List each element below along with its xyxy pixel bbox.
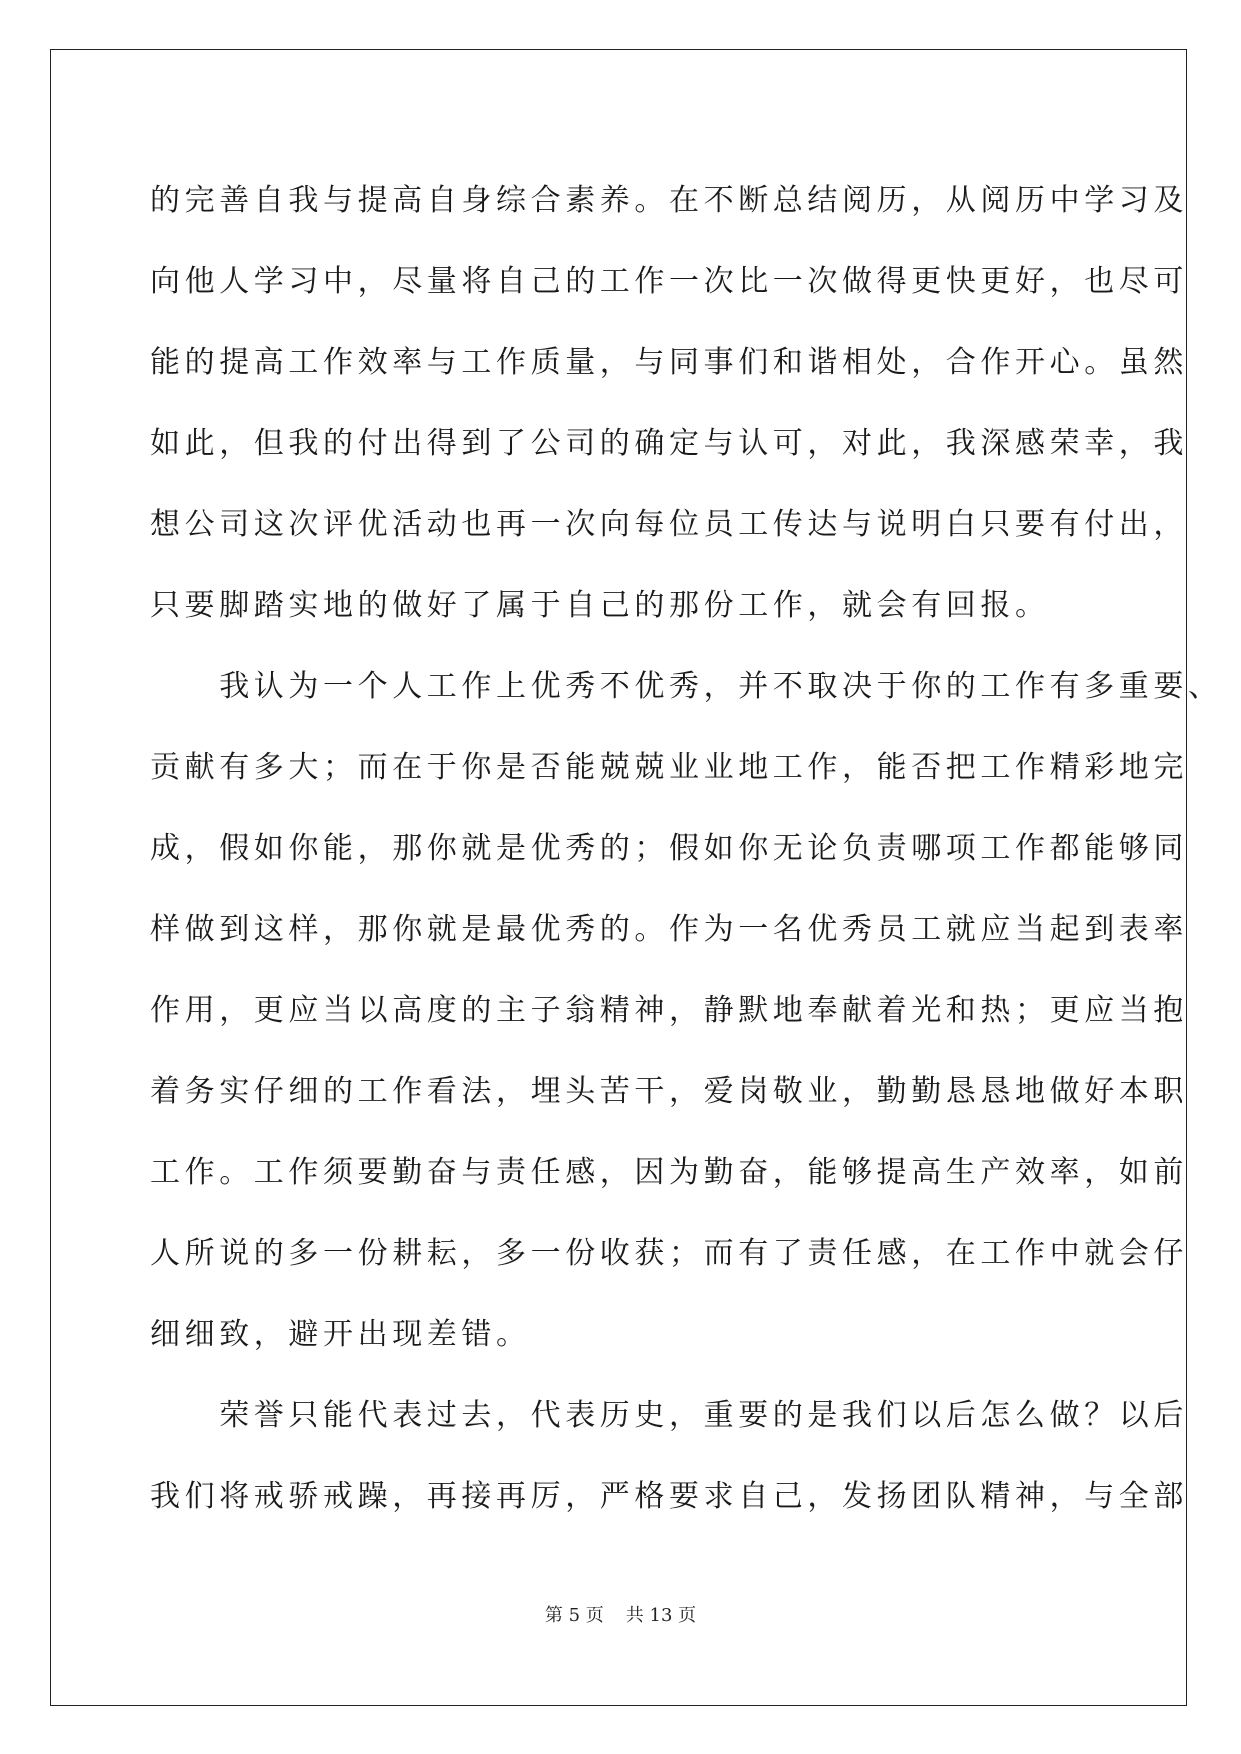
text-line: 工作。工作须要勤奋与责任感，因为勤奋，能够提高生产效率，如前 — [150, 1155, 1188, 1190]
text-line: 荣誉只能代表过去，代表历史，重要的是我们以后怎么做？以后 — [150, 1398, 1188, 1433]
text-line: 的完善自我与提高自身综合素养。在不断总结阅历，从阅历中学习及 — [150, 183, 1188, 218]
page-footer — [0, 1604, 1241, 1628]
text-line: 能的提高工作效率与工作质量，与同事们和谐相处，合作开心。虽然 — [150, 345, 1188, 380]
text-line: 想公司这次评优活动也再一次向每位员工传达与说明白只要有付出， — [150, 507, 1188, 542]
text-line: 着务实仔细的工作看法，埋头苦干，爱岗敬业，勤勤恳恳地做好本职 — [150, 1074, 1188, 1109]
text-line: 样做到这样，那你就是最优秀的。作为一名优秀员工就应当起到表率 — [150, 912, 1188, 947]
text-line: 向他人学习中，尽量将自己的工作一次比一次做得更快更好，也尽可 — [150, 264, 1188, 299]
text-line: 我认为一个人工作上优秀不优秀，并不取决于你的工作有多重要、 — [150, 669, 1223, 704]
text-line: 人所说的多一份耕耘，多一份收获；而有了责任感，在工作中就会仔 — [150, 1236, 1188, 1271]
page-total: 共 13 页 — [625, 1605, 697, 1626]
text-line: 贡献有多大；而在于你是否能兢兢业业地工作，能否把工作精彩地完 — [150, 750, 1188, 785]
text-line: 我们将戒骄戒躁，再接再厉，严格要求自己，发扬团队精神，与全部 — [150, 1479, 1188, 1514]
text-line: 成，假如你能，那你就是优秀的；假如你无论负责哪项工作都能够同 — [150, 831, 1188, 866]
text-line: 只要脚踏实地的做好了属于自己的那份工作，就会有回报。 — [150, 588, 1050, 623]
text-line: 细细致，避开出现差错。 — [150, 1317, 531, 1352]
text-line: 作用，更应当以高度的主子翁精神，静默地奉献着光和热；更应当抱 — [150, 993, 1188, 1028]
body-text — [150, 160, 1223, 1537]
text-line: 如此，但我的付出得到了公司的确定与认可，对此，我深感荣幸，我 — [150, 426, 1188, 461]
page-number: 第 5 页 — [544, 1605, 604, 1626]
